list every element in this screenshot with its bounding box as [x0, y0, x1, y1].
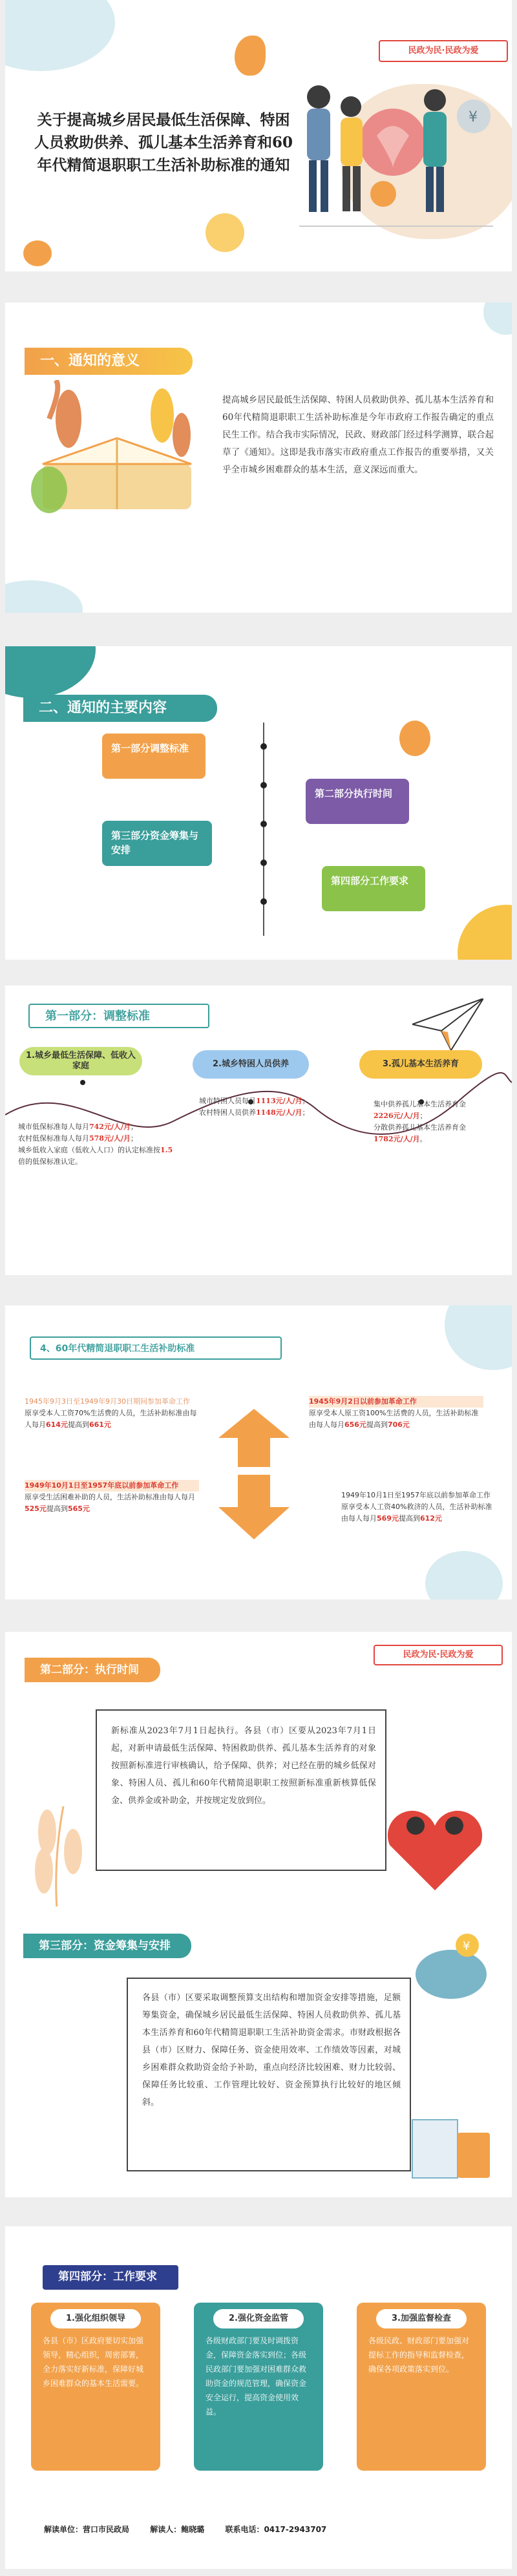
community-illustration [280, 71, 512, 239]
requirement-card-3 [357, 2303, 486, 2471]
footer-unit: 营口市民政局 [83, 2525, 130, 2534]
decor-blob [206, 213, 244, 252]
timeline-dot [260, 860, 267, 866]
part3-body: 各县（市）区要采取调整预算支出结构和增加资金安排等措施，足额筹集资金，确保城乡居民最低生活保障、特困人员救助供养、孤儿基本生活养育和60年代精简退职职工生活补助资金需求。市财政根据各县（市）区财力、保障任务、资金使用效率、工作绩效等因素，对城乡困难群众救助资金给予补助，重点向经济比较困难、财力比较弱、保障任务比较重、工作管理比较好、资金预算执行比较好的地区倾斜。 [142, 1993, 401, 2107]
footer-unit-label: 解读单位： [44, 2525, 83, 2534]
paper-plane-icon [412, 998, 483, 1050]
retired-block-1949-1957-hardship: 1949年10月1日至1957年底以前参加革命工作 原享受生活困难补助的人员，生活补助标准由每人每月525元提高到565元 [25, 1480, 199, 1515]
decor-blob [425, 1551, 503, 1599]
svg-text:¥: ¥ [469, 109, 478, 125]
part2-body: 新标准从2023年7月1日起执行。各县（市）区要从2023年7月1日起，对新申请最低生活保障、特困救助供养、孤儿基本生活养育的对象按照新标准进行审核确认，给予保障、供养；对已经在册的城乡低保对象、特困人员、孤儿和60年代精简退职职工按照新标准重新核算低保金、供养金或补助金，并按规定发放到位。 [111, 1726, 376, 1806]
part1-standards [5, 986, 512, 1275]
timeline-item-part1[interactable]: 第一部分调整标准 [102, 734, 206, 779]
footer-phone: 0417-2943707 [264, 2525, 327, 2534]
decor-blob [5, 580, 83, 613]
page-title: 关于提高城乡居民最低生活保障、特困人员救助供养、孤儿基本生活养育和60年代精简退职职工生活补助标准的通知 [34, 111, 293, 174]
requirement-card-1 [31, 2303, 160, 2471]
retired-block-1945-1949: 1945年9月3日至1949年9月30日期间参加革命工作 原享受本人工资70%生活费的人员，生活补助标准由每人每月614元提高到661元 [25, 1397, 197, 1429]
timeline-item-part2[interactable]: 第二部分执行时间 [306, 779, 409, 824]
decor-blob [399, 721, 430, 756]
decor-blob [483, 302, 512, 335]
section-heading: 一、通知的意义 [25, 348, 193, 375]
decor-blob [23, 240, 52, 266]
timeline-dot [260, 743, 267, 750]
category-pill-extreme-poverty[interactable]: 2.城乡特困人员供养 [193, 1050, 309, 1079]
footer-person: 鲍晓璐 [181, 2525, 205, 2534]
section-heading: 第一部分：调整标准 [28, 1004, 209, 1028]
calculator-illustration [406, 2113, 496, 2184]
timeline-item-part3[interactable]: 第三部分资金筹集与安排 [102, 821, 212, 866]
section-main-content [5, 646, 512, 960]
people-heart-illustration [377, 1800, 493, 1897]
section-heading: 二、通知的主要内容 [23, 695, 217, 722]
col3-text: 集中供养孤儿基本生活养育金2226元/人/月； 分散供养孤儿基本生活养育金1782元/人/月。 [374, 1100, 466, 1143]
part2-execution-time [5, 1632, 512, 1916]
decor-blob [458, 905, 512, 960]
timeline-item-part4[interactable]: 第四部分工作要求 [322, 866, 425, 911]
title-card [5, 0, 512, 271]
decor-blob [235, 36, 266, 76]
timeline-dot [260, 898, 267, 905]
requirement-card-title: 1.强化组织领导 [50, 2309, 141, 2328]
book-illustration [23, 380, 204, 535]
category-pill-orphan[interactable]: 3.孤儿基本生活养育 [359, 1050, 482, 1079]
section1-body: 提高城乡居民最低生活保障、特困人员救助供养、孤儿基本生活养育和60年代精简退职职工生活补助标准是今年市政府工作报告确定的重点民生工作。结合我市实际情况，民政、财政部门经过科学测算，联合起草了《通知》。这即是我市落实市政府重点工作报告的重要举措，又关乎全市城乡困难群众的基本生活，意义深远而重大。 [222, 395, 494, 475]
decor-blob [445, 1305, 512, 1370]
footer-phone-label: 联系电话： [225, 2525, 264, 2534]
col1-text: 城市低保标准每人每月742元/人/月； 农村低保标准每人每月578元/人/月； 城乡低收入家庭（低收入人口）的认定标准按1.5倍的低保标准认定。 [18, 1123, 173, 1166]
section-heading: 4、60年代精简退职职工生活补助标准 [30, 1336, 282, 1360]
section-significance [5, 302, 512, 613]
timeline-dot [260, 821, 267, 827]
requirement-card-body: 各级财政部门要及时调拨资金，保障资金落实到位；各级民政部门要加强对困难群众救助资金的规范管理，确保资金安全运行，提高资金使用效益。 [206, 2336, 307, 2416]
piggy-bank-illustration [406, 1932, 496, 2003]
svg-text:¥: ¥ [463, 1939, 470, 1953]
retired-block-1949-1957-relief: 1949年10月1日至1957年底以前参加革命工作 原享受本人工资40%救济的人员，生活补助标准由每人每月569元提高到612元 [341, 1491, 492, 1523]
plant-illustration [18, 1787, 96, 1910]
col2-text: 城市特困人员每月1113元/人/月； 农村特困人员供养1148元/人/月； [199, 1097, 310, 1117]
decor-blob [5, 0, 115, 71]
section-heading: 第三部分：资金筹集与安排 [23, 1934, 191, 1958]
decor-blob [5, 646, 96, 698]
retired-block-before-1945: 1945年9月2日以前参加革命工作 原享受本人原工资100%生活费的人员，生活补助标准由每人每月656元提高到706元 [309, 1396, 483, 1431]
curve-dot [80, 1080, 85, 1085]
down-arrow-icon [218, 1475, 290, 1539]
section-heading: 第四部分：工作要求 [43, 2265, 178, 2290]
timeline-dot [260, 782, 267, 788]
up-arrow-icon [218, 1409, 290, 1467]
part4-requirements [5, 2226, 512, 2569]
requirement-card-title: 3.加强监督检查 [376, 2309, 467, 2328]
category-pill-low-income[interactable]: 1.城乡最低生活保障、低收入家庭 [19, 1047, 142, 1075]
requirement-card-body: 各县（市）区政府要切实加强领导，精心组织，周密部署，全力落实好新标准，保障好城乡困难群众的基本生活需要。 [43, 2336, 144, 2388]
part3-notebook [127, 1978, 411, 2171]
footer-person-label: 解读人： [150, 2525, 182, 2534]
footer [44, 2524, 483, 2535]
requirement-card-title: 2.强化资金监管 [213, 2309, 304, 2328]
part3-funding [5, 1906, 512, 2197]
requirement-card-body: 各级民政、财政部门要加强对提标工作的指导和监督检查，确保各项政策落实到位。 [368, 2336, 470, 2374]
part1-retired-workers [5, 1305, 512, 1599]
section-heading: 第二部分：执行时间 [25, 1658, 160, 1682]
banner: 民政为民·民政为爱 [379, 40, 508, 62]
part2-notebook [96, 1709, 386, 1871]
banner: 民政为民·民政为爱 [374, 1645, 503, 1665]
requirement-card-2 [194, 2303, 323, 2471]
